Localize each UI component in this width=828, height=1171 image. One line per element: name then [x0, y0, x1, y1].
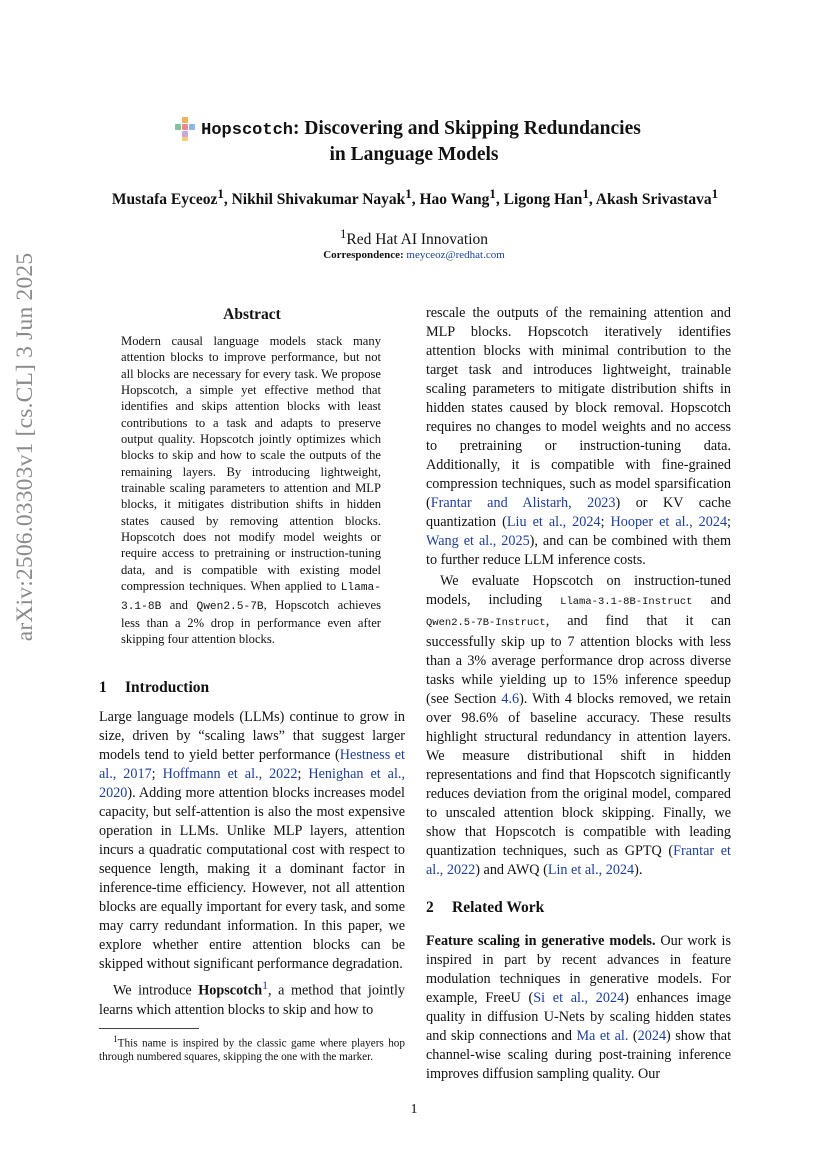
text: ). Adding more attention blocks increases model capacity, but self-attention is also the most expensive operation in LLMs. Unlike MLP layers, attention incurs a quadratic computational cost with respect to sequence length, making it a dominant factor in inference-time efficiency. However, not all attention blocks are equally important for every task, and some may carry redundant information. In this paper, we explore whether entire attention blocks can be skipped without significant performance degradation.: [99, 785, 405, 972]
text: ;: [297, 766, 309, 782]
correspondence-email-link[interactable]: meyceoz@redhat.com: [406, 249, 505, 261]
author: Nikhil Shivakumar Nayak: [231, 191, 406, 209]
text: ).: [634, 862, 643, 878]
footnote-text: This name is inspired by the classic game where players hop through numbered squares, skipping the one with the marker.: [99, 1037, 405, 1064]
paper-title: [150, 117, 678, 167]
author: Mustafa Eyceoz: [111, 191, 218, 209]
model-code: Qwen2.5-7B-Instruct: [426, 617, 546, 629]
body-paragraph: [426, 304, 731, 570]
text: ;: [151, 766, 163, 782]
citation-link[interactable]: Frantar et al., 2022: [426, 843, 731, 878]
right-column: [426, 304, 731, 1084]
text: ) or KV cache quantization (: [426, 495, 731, 530]
affiliation-sup: 1: [339, 226, 347, 241]
text: ), and can be combined with them to further reduce LLM inference costs.: [426, 533, 732, 568]
abstract-text: [121, 333, 381, 648]
abstract-part: Modern causal language models stack many attention blocks to improve performance, but not all blocks are necessary for every task. We propose Hopscotch, a simple yet effective method that identifies and skips attention blocks with least contributions to a task and adapts to preserve output quality. Hopscotch jointly optimizes which blocks to skip and how to scale the outputs of the remaining layers. By introducing lightweight, trainable scaling parameters to attention and MLP blocks, it mitigates distribution shifts in hidden states caused by removing attention blocks. Hopscotch does not modify model weights or require access to pretraining or instruction-tuning data, and is compatible with existing model compression techniques. When applied to: [121, 334, 381, 594]
text: Our work is inspired in part by recent advances in feature modulation techniques in generative models. For example, FreeU (: [426, 933, 731, 1006]
correspondence: [200, 249, 628, 261]
abstract-part: and: [161, 597, 197, 612]
text: ;: [600, 514, 611, 530]
affiliation: [200, 226, 628, 249]
citation-link[interactable]: Lin et al., 2024: [547, 862, 635, 878]
abstract-code: Qwen2.5-7B: [196, 600, 264, 613]
page-number: 1: [410, 1102, 418, 1117]
section-number: 2: [426, 899, 434, 916]
text: , and find that it can successfully skip up to 7 attention blocks with less than a 3% average performance drop across diverse tasks while yielding up to 15% inference speedup (see Section: [426, 613, 731, 707]
citation-link[interactable]: Hestness et al., 2017: [99, 747, 406, 782]
text: Large language models (LLMs) continue to grow in size, driven by “scaling laws” that suggest larger models tend to yield better performance (: [99, 709, 405, 763]
correspondence-label: Correspondence:: [323, 249, 404, 261]
author-sup: 1: [582, 186, 589, 201]
model-code: Llama-3.1-8B-Instruct: [560, 596, 693, 608]
text: We evaluate Hopscotch on instruction-tuned models, including: [426, 573, 731, 608]
text: (: [628, 1028, 638, 1044]
author-sup: 1: [217, 186, 224, 201]
title-line2: in Language Models: [329, 144, 499, 165]
text: We introduce: [113, 982, 199, 999]
arxiv-stamp: arXiv:2506.03303v1 [cs.CL] 3 Jun 2025: [12, 252, 38, 642]
section-title: Introduction: [125, 679, 210, 696]
footnote-marker-link[interactable]: 1: [262, 978, 269, 992]
citation-link[interactable]: Frantar and Alistarh, 2023: [430, 495, 616, 511]
text: ). With 4 blocks removed, we retain over 98.6% of baseline accuracy. These results highlight structural redundancy in attention layers. We measure distributional shift in hidden representations and find that Hopscotch significantly reduces deviation from the original model, compared to unscaled attention block skipping. Finally, we show that Hopscotch is compatible with leading quantization techniques, such as GPTQ (: [426, 691, 731, 859]
citation-link[interactable]: Ma et al.: [576, 1028, 629, 1044]
abstract-heading: Abstract: [223, 306, 281, 323]
body-paragraph: [426, 572, 731, 880]
method-name: Hopscotch: [198, 982, 263, 999]
citation-link[interactable]: Si et al., 2024: [533, 990, 625, 1006]
abstract-part: , Hopscotch achieves less than a 2% drop in performance even after skipping four attention blocks.: [121, 597, 381, 647]
affiliation-name: Red Hat AI Innovation: [346, 231, 489, 249]
citation-link[interactable]: Wang et al., 2025: [426, 533, 530, 549]
section-title: Related Work: [452, 899, 545, 916]
citation-link[interactable]: Liu et al., 2024: [506, 514, 601, 530]
text: ;: [727, 514, 731, 530]
citation-link[interactable]: Hoffmann et al., 2022: [162, 766, 298, 782]
text: ) and AWQ (: [475, 862, 548, 878]
author-sup: 1: [489, 186, 496, 201]
related-work-heading: [426, 898, 731, 918]
author-sup: 1: [711, 186, 719, 201]
intro-paragraph: [99, 976, 405, 1020]
citation-link[interactable]: Henighan et al., 2020: [99, 766, 405, 801]
author: Hao Wang: [419, 191, 490, 209]
author: Ligong Han: [503, 191, 583, 209]
author-list: Mustafa Eyceoz$^1$, Nikhil Shivakumar Nayak$^1$, Hao Wang$^1$, Ligong Han$^1$, Akash Srivastava$^1$: [111, 186, 719, 209]
footnote-sup: 1: [113, 1035, 118, 1045]
paragraph-heading: Feature scaling in generative models.: [426, 933, 656, 949]
author: Akash Srivastava: [595, 191, 712, 209]
text: ) enhances image quality in diffusion U-Nets by scaling hidden states and skip connections and: [426, 990, 731, 1044]
title-line1: : Discovering and Skipping Redundancies: [292, 118, 641, 139]
title-name: Hopscotch: [201, 121, 293, 140]
intro-heading: [99, 678, 405, 698]
footnote-rule: [99, 1028, 199, 1029]
citation-link[interactable]: Hooper et al., 2024: [610, 514, 728, 530]
section-ref-link[interactable]: 4.6: [501, 691, 520, 707]
abstract-code: Llama-3.1-8B: [121, 582, 381, 613]
citation-link[interactable]: 2024: [637, 1028, 667, 1044]
text: ) show that channel-wise scaling during post-training inference improves diffusion sampling quality. Our: [426, 1028, 732, 1082]
body-paragraph: [426, 932, 731, 1084]
left-column: [99, 678, 405, 1020]
author-sup: 1: [405, 186, 412, 201]
intro-paragraph: [99, 708, 405, 974]
text: , a method that jointly learns which attention blocks to skip and how to: [99, 982, 405, 1018]
text: and: [692, 592, 731, 608]
footnote: [99, 1034, 405, 1065]
text: rescale the outputs of the remaining attention and MLP blocks. Hopscotch iteratively identifies attention blocks with minimal contribution to the target task and introduces lightweight, trainable scaling parameters to mitigate distribution shifts in hidden states caused by block removal. Hopscotch requires no changes to model weights and no access to pretraining or instruction-tuning data. Additionally, it is compatible with fine-grained compression techniques, such as model sparsification (: [426, 305, 731, 511]
section-number: 1: [99, 679, 107, 696]
